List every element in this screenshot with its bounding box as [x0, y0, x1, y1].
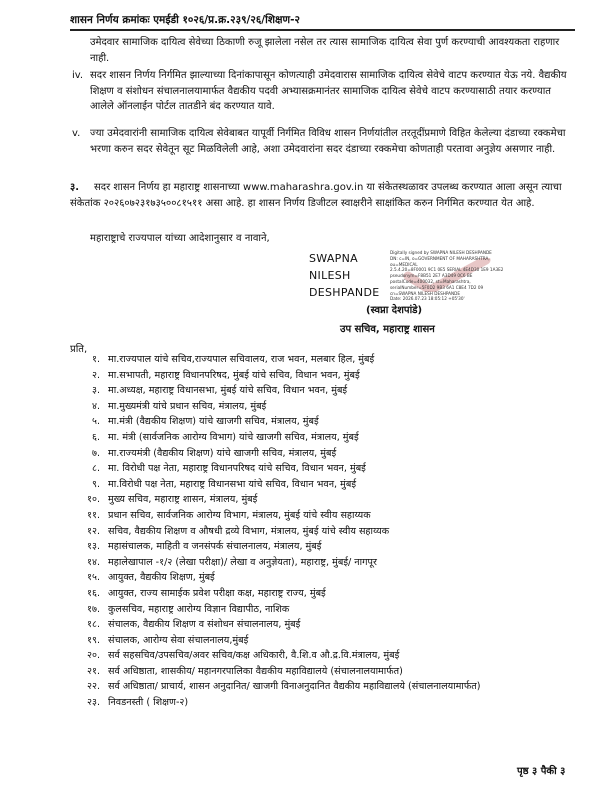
distribution-item-number: ७. [91, 447, 100, 459]
distribution-item [72, 383, 592, 399]
distribution-item [72, 633, 592, 649]
distribution-item [72, 524, 592, 540]
signature-name-line: SWAPNA [309, 252, 358, 265]
distribution-item-text: प्रधान सचिव, सार्वजनिक आरोग्य विभाग, मंत्रालय, मुंबई यांचे स्वीय सहाय्यक [108, 509, 371, 521]
distribution-heading: प्रति, [70, 344, 88, 355]
distribution-item-text: मा.सभापती, महाराष्ट्र विधानपरिषद, मुंबई यांचे सचिव, विधान भवन, मुंबई [108, 369, 360, 381]
distribution-item-text: मा.राज्यमंत्री (वैद्यकीय शिक्षण) यांचे खाजगी सचिव, मंत्रालय, मुंबई [108, 447, 337, 459]
section-3-number: ३. [70, 182, 79, 193]
distribution-item-number: १५. [86, 572, 100, 584]
distribution-item-text: मा.अध्यक्ष, महाराष्ट्र विधानसभा, मुंबई यांचे सचिव, विधान भवन, मुंबई [108, 385, 348, 397]
signature-meta-line: ou=MEDICAL [390, 261, 418, 267]
distribution-item-number: १२. [86, 525, 100, 537]
distribution-item-text: सर्व सहसचिव/उपसचिव/अवर सचिव/कक्ष अधिकारी, वै.शि.व औ.द्र.वि.मंत्रालय, मुंबई [108, 650, 400, 662]
distribution-item-number: २३. [86, 697, 100, 709]
distribution-item-text: महालेखापाल -१/२ (लेखा परीक्षा)/ लेखा व अनुज्ञेयता), महाराष्ट्र, मुंबई/ नागपूर [108, 556, 377, 568]
distribution-item-number: ३. [91, 385, 100, 397]
distribution-item-number: १४. [86, 556, 100, 568]
signature-meta-line: postalCode=400032, st=Maharashtra, [390, 278, 471, 284]
distribution-item-number: २. [91, 369, 100, 381]
distribution-item-text: मा. मंत्री (सार्वजनिक आरोग्य विभाग) यांचे खाजगी सचिव, मंत्रालय, मुंबई [108, 431, 359, 443]
signatory-designation: उप सचिव, महाराष्ट्र शासन [340, 324, 435, 335]
signature-meta-line: DN: c=IN, o=GOVERNMENT OF MAHARASHTRA, [390, 255, 490, 261]
distribution-item [72, 352, 592, 368]
signature-meta-line: pseudonym=F8B51 2E7 A3D49 0C6 BE [390, 273, 473, 279]
distribution-item-text: मा.मंत्री (वैद्यकीय शिक्षण) यांचे खाजगी सचिव, मंत्रालय, मुंबई [108, 416, 319, 428]
distribution-item-number: २०. [86, 650, 100, 662]
distribution-item-number: २१. [86, 665, 100, 677]
signature-meta-line: cn=SWAPNA NILESH DESHPANDE [390, 290, 461, 296]
distribution-item [72, 679, 592, 695]
signature-name-line: NILESH [309, 269, 351, 282]
distribution-item-text: सर्व अधिष्ठाता/ प्राचार्य, शासन अनुदानित/ खाजगी विनाअनुदानित वैद्यकीय महाविद्यालये (संचालनालयामार्फत) [108, 681, 481, 693]
distribution-item [72, 430, 592, 446]
governor-order-line: महाराष्ट्राचे राज्यपाल यांच्या आदेशानुसार व नावाने, [90, 233, 270, 244]
distribution-item-text: मा.मुख्यमंत्री यांचे प्रधान सचिव, मंत्रालय, मुंबई [108, 400, 267, 412]
distribution-item-number: १०. [86, 494, 100, 506]
distribution-item-text: कुलसचिव, महाराष्ट्र आरोग्य विज्ञान विद्यापीठ, नाशिक [108, 603, 290, 615]
continuation-paragraph: उमेदवार सामाजिक दायित्व सेवेच्या ठिकाणी रुजू झालेला नसेल तर त्यास सामाजिक दायित्व सेवा पुर्ण करण्याची आवश्यकता राहणार नाही. [90, 37, 560, 64]
distribution-item-number: १८. [86, 619, 100, 631]
distribution-item-text: आयुक्त, वैद्यकीय शिक्षण, मुंबई [108, 572, 215, 584]
distribution-item-text: मा.विरोधी पक्ष नेता, महाराष्ट्र विधानसभा यांचे सचिव, विधान भवन, मुंबई [108, 478, 357, 490]
distribution-item-text: निवडनस्ती ( शिक्षण-२) [108, 697, 189, 709]
distribution-item-number: १६. [86, 587, 100, 599]
distribution-item [72, 648, 592, 664]
signatory-name-devanagari: (स्वप्ना देशपांडे) [366, 305, 423, 316]
signature-name-line: DESHPANDE [309, 286, 380, 299]
distribution-item-number: ५. [91, 416, 100, 428]
page-number: पृष्ठ ३ पैकी ३ [517, 766, 566, 777]
distribution-item-text: मा. विरोधी पक्ष नेता, महाराष्ट्र विधानपरिषद यांचे सचिव, विधान भवन, मुंबई [108, 463, 366, 475]
distribution-item [72, 368, 592, 384]
distribution-item [72, 602, 592, 618]
distribution-item [72, 695, 592, 711]
distribution-item [72, 586, 592, 602]
distribution-item-number: १९. [86, 634, 100, 646]
distribution-item-number: ८. [91, 463, 100, 475]
distribution-item [72, 539, 592, 555]
distribution-item-text: संचालक, आरोग्य सेवा संचालनालय,मुंबई [108, 634, 249, 646]
distribution-item [72, 664, 592, 680]
distribution-item-text: संचालक, वैद्यकीय शिक्षण व संशोधन संचालनालय, मुंबई [108, 619, 301, 631]
distribution-item-text: आयुक्त, राज्य सामाईक प्रवेश परीक्षा कक्ष, महाराष्ट्र राज्य, मुंबई [108, 587, 326, 599]
distribution-item [72, 570, 592, 586]
distribution-item [72, 446, 592, 462]
distribution-item [72, 399, 592, 415]
signature-meta-line: serialNumber=5F0D2 9B3 6A1 C8E4 7D2 09 [390, 284, 484, 290]
section-3-text: सदर शासन निर्णय हा महाराष्ट्र शासनाच्या www.maharashra.gov.in या संकेतस्थळावर उपलब्ध करण्यात आला असून त्याचा संकेतांक २०२६०७२३१७३५००८१५११ असा आहे. हा शासन निर्णय डिजीटल स्वाक्षरीने साक्षांकित करुन निर्गमित करण्यात येत आहे. [70, 182, 562, 209]
distribution-item [72, 414, 592, 430]
distribution-item [72, 555, 592, 571]
distribution-item-text: मा.राज्यपाल यांचे सचिव,राज्यपाल सचिवालय, राज भवन, मलबार हिल, मुंबई [108, 354, 375, 365]
distribution-item-text: सर्व अधिष्ठाता, शासकीय/ महानगरपालिका वैद्यकीय महाविद्यालये (संचालनालयामार्फत) [108, 665, 403, 677]
signature-meta-line: Date: 2026.07.23 18:05:12 +05'30' [390, 296, 465, 302]
document-header: शासन निर्णय क्रमांकः एमईडी १०२६/प्र.क्र.२३९/२६/शिक्षण-२ [70, 14, 300, 26]
distribution-item [72, 492, 592, 508]
distribution-item [72, 477, 592, 493]
distribution-item-number: ६. [91, 431, 100, 443]
clause-iv-text: सदर शासन निर्णय निर्गमित झाल्याच्या दिनांकापासून कोणत्याही उमेदवारास सामाजिक दायित्व सेवेचे वाटप करण्यात येऊ नये. वैद्यकीय शिक्षण व संशोधन संचालनालयामार्फत वैद्यकीय पदवी अभ्यासक्रमानंतर सामाजिक दायित्व सेवेचे वाटप करण्यासाठी तयार करण्यात आलेले ऑनलाईन पोर्टल तातडीने बंद करण्यात यावे. [90, 70, 567, 112]
distribution-item [72, 617, 592, 633]
distribution-item-number: ९. [91, 478, 100, 490]
clause-v-number: v. [72, 128, 81, 139]
distribution-item-text: महासंचालक, माहिती व जनसंपर्क संचालनालय, मंत्रालय, मुंबई [108, 541, 322, 553]
distribution-item-number: १३. [86, 541, 100, 553]
distribution-item-number: ११. [86, 509, 100, 521]
distribution-item-number: ४. [91, 400, 100, 412]
distribution-item-number: २२. [86, 681, 100, 693]
distribution-list [72, 352, 592, 711]
digital-signature-details [390, 250, 530, 302]
distribution-item [72, 461, 592, 477]
signature-meta-line: Digitally signed by SWAPNA NILESH DESHPANDE [390, 250, 492, 255]
distribution-item-number: १. [91, 354, 100, 365]
clause-v-text: ज्या उमेदवारांनी सामाजिक दायित्व सेवेबाबत यापूर्वी निर्गमित विविध शासन निर्णयांतील तरतूदींप्रमाणे विहित केलेल्या दंडाच्या रक्कमेचा भरणा करुन सदर सेवेतून सूट मिळविलेली आहे, अशा उमेदवारांना सदर दंडाच्या रक्कमेचा कोणताही परतावा अनुज्ञेय असणार नाही. [90, 128, 566, 155]
header-rule [70, 29, 575, 31]
signature-name [309, 250, 379, 301]
distribution-item [72, 508, 592, 524]
distribution-item-number: १७. [86, 603, 100, 615]
clause-iv-number: iv. [72, 70, 84, 81]
distribution-item-text: सचिव, वैद्यकीय शिक्षण व औषधी द्रव्ये विभाग, मंत्रालय, मुंबई यांचे स्वीय सहाय्यक [108, 525, 390, 537]
distribution-item-text: मुख्य सचिव, महाराष्ट्र शासन, मंत्रालय, मुंबई [108, 494, 258, 506]
signature-meta-line: 2.5.4.20=8F0001 9C1 0E5 SERIAL 4E4D30 1E9 1A3E2 [390, 267, 504, 273]
